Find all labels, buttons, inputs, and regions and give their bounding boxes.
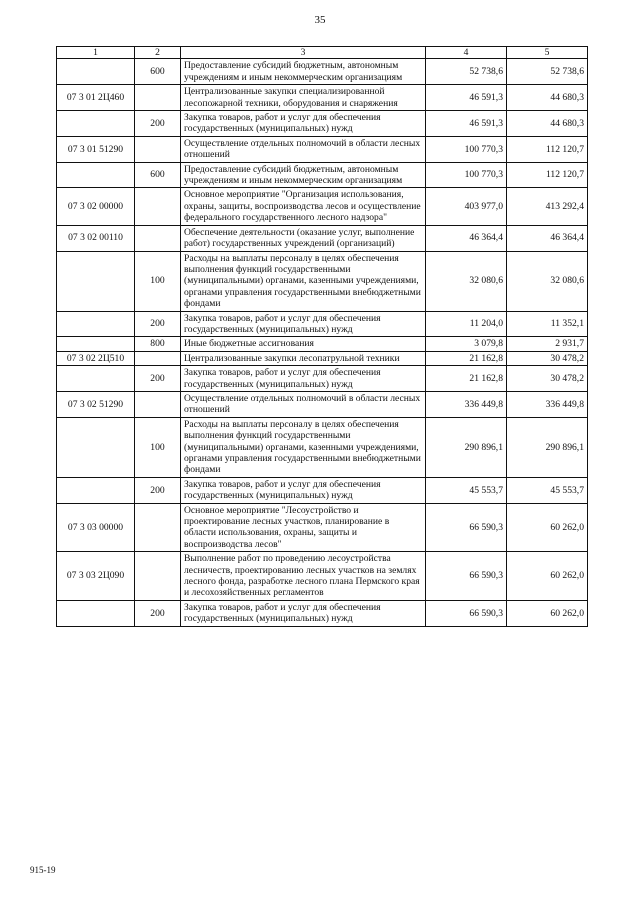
row-expense-type-cell: 600 [135,59,181,85]
row-code-cell [57,366,135,392]
document-code: 915-19 [30,865,56,875]
row-value-5-cell: 112 120,7 [507,162,588,188]
table-row [57,337,588,351]
row-value-4-cell: 21 162,8 [426,366,507,392]
row-name-cell: Иные бюджетные ассигнования [181,337,426,351]
row-expense-type-cell [135,552,181,601]
row-name-cell: Закупка товаров, работ и услуг для обеспечения государственных (муниципальных) нужд [181,366,426,392]
row-value-4-cell: 100 770,3 [426,136,507,162]
row-value-5-cell: 413 292,4 [507,188,588,225]
row-value-5-cell: 290 896,1 [507,417,588,477]
row-value-5-cell: 60 262,0 [507,503,588,552]
row-value-4-cell: 66 590,3 [426,552,507,601]
table-row [57,503,588,552]
row-value-4-cell: 66 590,3 [426,503,507,552]
row-name-cell: Предоставление субсидий бюджетным, автономным учреждениям и иным некоммерческим организациям [181,59,426,85]
table-row [57,85,588,111]
row-value-5-cell: 11 352,1 [507,311,588,337]
row-value-4-cell: 45 553,7 [426,477,507,503]
row-code-cell [57,162,135,188]
row-expense-type-cell: 200 [135,311,181,337]
row-expense-type-cell [135,188,181,225]
row-name-cell: Закупка товаров, работ и услуг для обеспечения государственных (муниципальных) нужд [181,600,426,626]
row-name-cell: Основное мероприятие "Организация использования, охраны, защиты, воспроизводства лесов и осуществление федерального государственного лесного надзора" [181,188,426,225]
row-value-4-cell: 336 449,8 [426,391,507,417]
table-row [57,477,588,503]
row-value-4-cell: 11 204,0 [426,311,507,337]
row-code-cell: 07 3 02 51290 [57,391,135,417]
row-expense-type-cell [135,503,181,552]
row-code-cell [57,59,135,85]
column-number-header [57,47,588,59]
row-value-4-cell: 3 079,8 [426,337,507,351]
table-body [57,59,588,626]
row-value-4-cell: 100 770,3 [426,162,507,188]
row-value-4-cell: 46 591,3 [426,111,507,137]
row-value-4-cell: 290 896,1 [426,417,507,477]
row-value-5-cell: 46 364,4 [507,225,588,251]
table-row [57,552,588,601]
row-code-cell [57,477,135,503]
row-code-cell: 07 3 02 00000 [57,188,135,225]
table-row [57,111,588,137]
row-expense-type-cell [135,351,181,365]
row-expense-type-cell: 200 [135,477,181,503]
row-code-cell: 07 3 02 00110 [57,225,135,251]
table-row [57,251,588,311]
row-expense-type-cell [135,225,181,251]
row-code-cell: 07 3 01 2Ц460 [57,85,135,111]
budget-table [56,46,588,627]
row-value-4-cell: 21 162,8 [426,351,507,365]
row-expense-type-cell: 600 [135,162,181,188]
row-value-4-cell: 46 591,3 [426,85,507,111]
row-value-5-cell: 2 931,7 [507,337,588,351]
row-code-cell: 07 3 03 00000 [57,503,135,552]
row-code-cell [57,311,135,337]
row-value-4-cell: 46 364,4 [426,225,507,251]
row-name-cell: Закупка товаров, работ и услуг для обеспечения государственных (муниципальных) нужд [181,311,426,337]
table-row [57,59,588,85]
table-row [57,188,588,225]
row-name-cell: Основное мероприятие "Лесоустройство и проектирование лесных участков, планирование в области использования, охраны, защиты и воспроизводства лесов" [181,503,426,552]
row-value-5-cell: 52 738,6 [507,59,588,85]
row-value-5-cell: 112 120,7 [507,136,588,162]
table-row [57,136,588,162]
row-name-cell: Расходы на выплаты персоналу в целях обеспечения выполнения функций государственными (муниципальными) органами, казенными учреждениями, органами управления государственными внебюджетными фондами [181,417,426,477]
row-expense-type-cell: 100 [135,251,181,311]
row-name-cell: Выполнение работ по проведению лесоустройства лесничеств, проектированию лесных участков на землях лесного фонда, разработке лесного плана Пермского края и лесохозяйственных регламентов [181,552,426,601]
row-value-4-cell: 52 738,6 [426,59,507,85]
column-header-5: 5 [507,47,588,59]
row-expense-type-cell: 800 [135,337,181,351]
row-name-cell: Осуществление отдельных полномочий в области лесных отношений [181,136,426,162]
row-value-4-cell: 403 977,0 [426,188,507,225]
row-value-5-cell: 45 553,7 [507,477,588,503]
table-row [57,366,588,392]
row-code-cell [57,251,135,311]
row-value-5-cell: 30 478,2 [507,351,588,365]
table-row [57,225,588,251]
page-number: 35 [314,14,326,26]
row-value-5-cell: 60 262,0 [507,552,588,601]
row-code-cell: 07 3 02 2Ц510 [57,351,135,365]
row-value-4-cell: 32 080,6 [426,251,507,311]
row-name-cell: Централизованные закупки специализированной лесопожарной техники, оборудования и снаряжения [181,85,426,111]
row-name-cell: Централизованные закупки лесопатрульной техники [181,351,426,365]
row-code-cell [57,600,135,626]
row-value-5-cell: 44 680,3 [507,111,588,137]
table-row [57,417,588,477]
row-code-cell [57,417,135,477]
table-row [57,351,588,365]
table-row [57,600,588,626]
row-expense-type-cell [135,85,181,111]
row-value-4-cell: 66 590,3 [426,600,507,626]
column-header-3: 3 [181,47,426,59]
row-code-cell: 07 3 03 2Ц090 [57,552,135,601]
row-code-cell [57,111,135,137]
row-name-cell: Осуществление отдельных полномочий в области лесных отношений [181,391,426,417]
table-row [57,162,588,188]
column-header-4: 4 [426,47,507,59]
table-row [57,311,588,337]
row-code-cell [57,337,135,351]
column-header-2: 2 [135,47,181,59]
row-expense-type-cell [135,391,181,417]
row-name-cell: Обеспечение деятельности (оказание услуг, выполнение работ) государственных учреждений (организаций) [181,225,426,251]
row-expense-type-cell: 200 [135,111,181,137]
row-value-5-cell: 336 449,8 [507,391,588,417]
row-value-5-cell: 32 080,6 [507,251,588,311]
table-row [57,391,588,417]
row-name-cell: Предоставление субсидий бюджетным, автономным учреждениям и иным некоммерческим организациям [181,162,426,188]
row-code-cell: 07 3 01 51290 [57,136,135,162]
row-expense-type-cell [135,136,181,162]
row-expense-type-cell: 200 [135,600,181,626]
row-value-5-cell: 44 680,3 [507,85,588,111]
row-name-cell: Закупка товаров, работ и услуг для обеспечения государственных (муниципальных) нужд [181,111,426,137]
column-header-1: 1 [57,47,135,59]
row-name-cell: Закупка товаров, работ и услуг для обеспечения государственных (муниципальных) нужд [181,477,426,503]
row-value-5-cell: 60 262,0 [507,600,588,626]
row-value-5-cell: 30 478,2 [507,366,588,392]
row-expense-type-cell: 100 [135,417,181,477]
row-name-cell: Расходы на выплаты персоналу в целях обеспечения выполнения функций государственными (муниципальными) органами, казенными учреждениями, органами управления государственными внебюджетными фондами [181,251,426,311]
row-expense-type-cell: 200 [135,366,181,392]
